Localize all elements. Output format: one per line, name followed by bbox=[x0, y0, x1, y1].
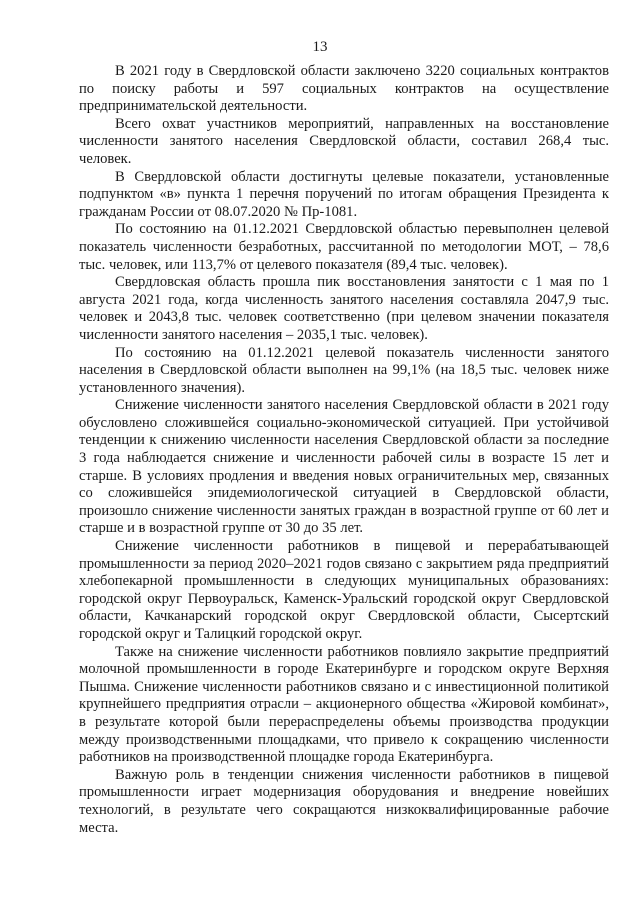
paragraph-employment-peak: Свердловская область прошла пик восстановления занятости с 1 мая по 1 августа 2021 года, когда численность занятого населения составляла 2047,9 тыс. человек и 2043,8 тыс. человек соответственно (при целевом значении показателя численности занятого населения – 2035,1 тыс. человек). bbox=[79, 274, 609, 343]
page-number: 13 bbox=[312, 39, 328, 55]
paragraph-unemployment-ilo: По состоянию на 01.12.2021 Свердловской областью перевыполнен целевой показатель численности безработных, рассчитанной по методологии МОТ, – 78,6 тыс. человек, или 113,7% от целевого показателя (89,4 тыс. человек). bbox=[79, 221, 609, 273]
paragraph-food-industry-closures: Снижение численности работников в пищевой и перерабатывающей промышленности за период 2020–2021 годов связано с закрытием ряда предприятий хлебопекарной промышленности в следующих муниципальных образованиях: городской округ Первоуральск, Каменск-Уральский городской округ Свердловской области, Качканарский городской округ Свердловской области, Сысертский городской округ и Талицкий городской округ. bbox=[79, 538, 609, 642]
paragraph-participants-coverage: Всего охват участников мероприятий, направленных на восстановление численности занятого населения Свердловской области, составил 268,4 тыс. человек. bbox=[79, 115, 609, 167]
paragraph-social-contracts: В 2021 году в Свердловской области заключено 3220 социальных контрактов по поиску работы и 597 социальных контрактов на осуществление предпринимательской деятельности. bbox=[79, 63, 609, 115]
paragraph-modernization: Важную роль в тенденции снижения численности работников в пищевой промышленности играет модернизация оборудования и внедрение новейших технологий, в результате чего сокращаются низкоквалифицированные рабочие места. bbox=[79, 766, 609, 836]
paragraph-employment-decline: Снижение численности занятого населения Свердловской области в 2021 году обусловлено сложившейся социально-экономической ситуацией. При устойчивой тенденции к снижению численности населения Свердловской области за последние 3 года наблюдается снижение и численности рабочей силы в возрасте 15 лет и старше. В условиях продления и введения новых ограничительных мер, связанных со сложившейся эпидемиологической ситуацией в Свердловской области, произошло снижение численности занятых граждан в возрастной группе от 60 лет и старше и в возрастной группе от 30 до 35 лет. bbox=[79, 397, 609, 537]
document-body bbox=[79, 63, 609, 837]
paragraph-employment-target: По состоянию на 01.12.2021 целевой показатель численности занятого населения в Свердловской области выполнен на 99,1% (на 18,5 тыс. человек ниже установленного значения). bbox=[79, 344, 609, 396]
paragraph-target-indicators: В Свердловской области достигнуты целевые показатели, установленные подпунктом «в» пункта 1 перечня поручений по итогам обращения Президента к гражданам России от 08.07.2020 № Пр-1081. bbox=[79, 168, 609, 220]
paragraph-dairy-industry: Также на снижение численности работников повлияло закрытие предприятий молочной промышленности в городе Екатеринбурге и городском округе Верхняя Пышма. Снижение численности работников связано и с инвестиционной политикой крупнейшего предприятия отрасли – акционерного общества «Жировой комбинат», в результате которой были перераспределены объемы производства продукции между производственными площадками, что привело к сокращению численности работников на производственной площадке города Екатеринбурга. bbox=[79, 643, 609, 766]
